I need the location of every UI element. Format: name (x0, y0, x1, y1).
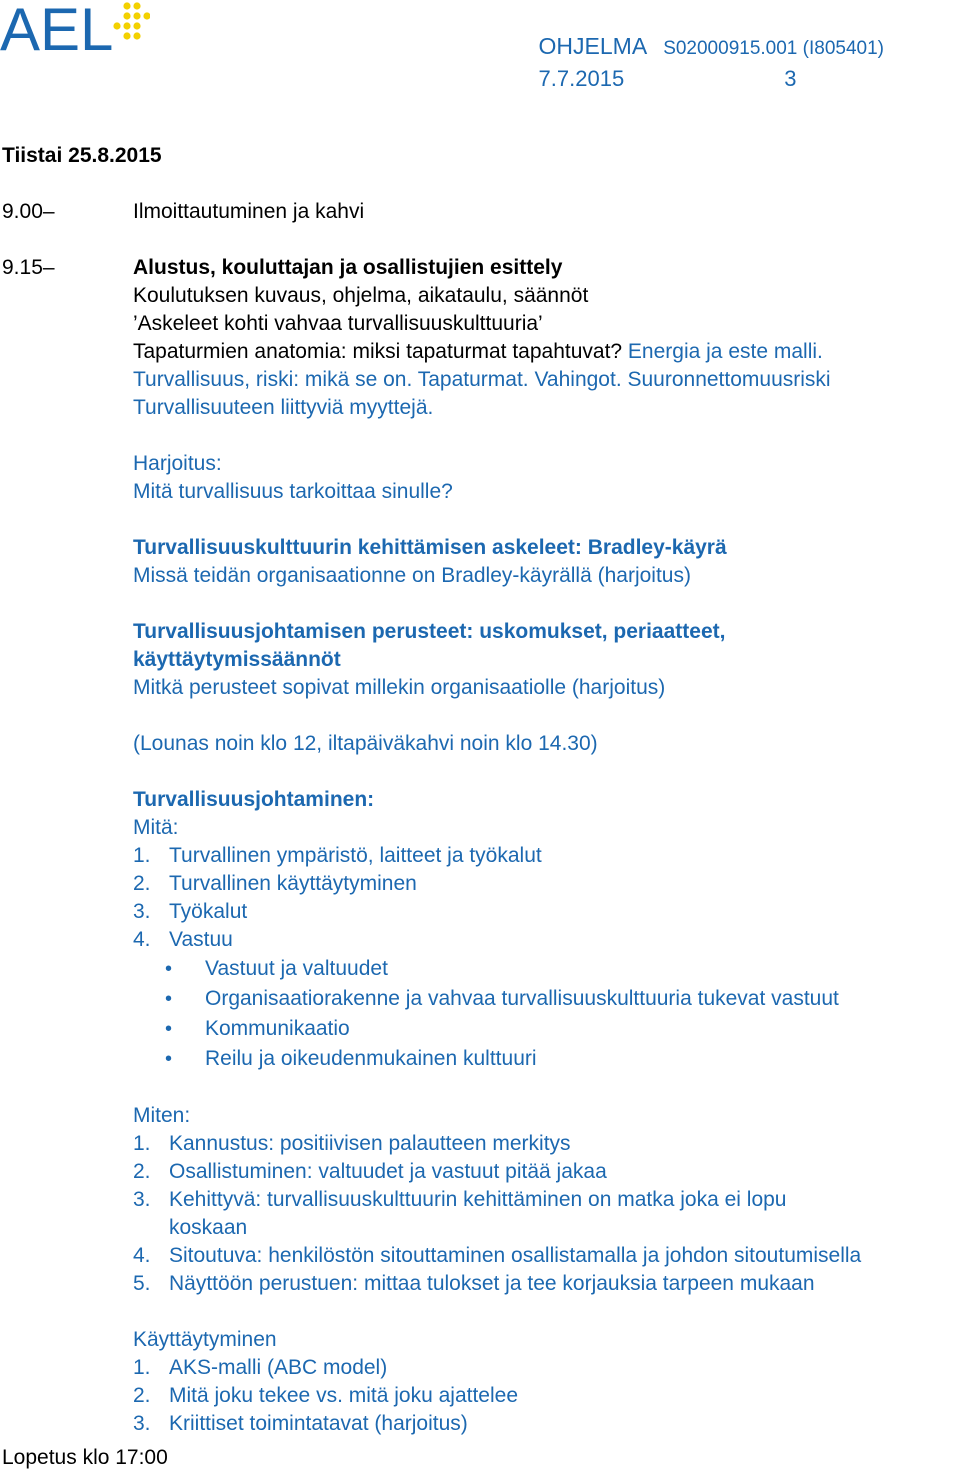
bradley-title: Turvallisuuskulttuurin kehittämisen askeleet: Bradley-käyrä (133, 536, 727, 559)
bullet-item: • Reilu ja oikeudenmukainen kulttuuri (133, 1044, 958, 1074)
text-line: Turvallisuus, riski: mikä se on. Tapaturmat. Vahingot. Suuronnettomuusriski (133, 368, 831, 391)
basis-title: Turvallisuusjohtamisen perusteet: uskomukset, periaatteet, (133, 620, 726, 643)
bullet-item: • Vastuut ja valtuudet (133, 954, 958, 984)
bullet-item: • Organisaatiorakenne ja vahvaa turvallisuuskulttuuria tukevat vastuut (133, 984, 958, 1014)
course-code: S02000915.001 (I805401) (663, 38, 884, 59)
day-date: Tiistai 25.8.2015 (2, 144, 162, 167)
list-item: 5. Näyttöön perustuen: mittaa tulokset ja tee korjauksia tarpeen mukaan (133, 1272, 815, 1295)
list-item: 1. AKS-malli (ABC model) (133, 1356, 388, 1379)
bradley-text: Missä teidän organisaationne on Bradley-käyrällä (harjoitus) (133, 564, 691, 587)
ael-logo (0, 0, 150, 56)
list-item: 4. Sitoutuva: henkilöstön sitouttaminen osallistamalla ja johdon sitoutumisella (133, 1244, 862, 1267)
time-915: 9.15– (2, 256, 55, 279)
list-item: 2. Mitä joku tekee vs. mitä joku ajattelee (133, 1384, 519, 1407)
list-item: 4. Vastuu (133, 928, 233, 951)
logo-text: AEL (0, 0, 114, 56)
end-time: Lopetus klo 17:00 (2, 1446, 168, 1469)
header-date: 7.7.2015 (538, 66, 625, 91)
lunch-note: (Lounas noin klo 12, iltapäiväkahvi noin klo 14.30) (133, 732, 598, 755)
text-line: Koulutuksen kuvaus, ohjelma, aikataulu, säännöt (133, 284, 589, 307)
list-item: 1. Turvallinen ympäristö, laitteet ja työkalut (133, 844, 542, 867)
behavior-label: Käyttäytyminen (133, 1328, 277, 1351)
how-list (133, 1130, 958, 1298)
exercise-text: Mitä turvallisuus tarkoittaa sinulle? (133, 480, 453, 503)
program-label: OHJELMA (538, 33, 648, 59)
list-item: 2. Turvallinen käyttäytyminen (133, 872, 417, 895)
session-title: Alustus, kouluttajan ja osallistujien esittely (133, 256, 563, 279)
mgmt-title: Turvallisuusjohtaminen: (133, 788, 375, 811)
text-part-blue: Energia ja este malli. (622, 340, 823, 363)
how-label: Miten: (133, 1104, 191, 1127)
text-part: Tapaturmien anatomia: miksi tapaturmat tapahtuvat? (133, 340, 623, 363)
list-item: 3. Kriittiset toimintatavat (harjoitus) (133, 1412, 468, 1435)
what-label: Mitä: (133, 816, 179, 839)
text-line: ’Askeleet kohti vahvaa turvallisuuskulttuuria’ (133, 312, 543, 335)
logo-dots-icon (113, 2, 150, 39)
list-item: 3. Työkalut (133, 900, 248, 923)
list-item: 3. Kehittyvä: turvallisuuskulttuurin kehittäminen on matka joka ei lopu koskaan (133, 1188, 787, 1239)
responsibility-bullets (133, 954, 958, 1074)
item-registration: Ilmoittautuminen ja kahvi (133, 200, 365, 223)
session-915 (133, 254, 958, 1438)
time-900: 9.00– (2, 200, 55, 223)
page-number: 3 (784, 66, 797, 91)
basis-text: Mitkä perusteet sopivat millekin organisaatiolle (harjoitus) (133, 676, 666, 699)
text-line: Turvallisuuteen liittyviä myyttejä. (133, 396, 434, 419)
basis-title-cont: käyttäytymissäännöt (133, 648, 341, 671)
behavior-list (133, 1354, 958, 1438)
list-item: 2. Osallistuminen: valtuudet ja vastuut pitää jakaa (133, 1160, 607, 1183)
what-list (133, 842, 958, 954)
list-item: 1. Kannustus: positiivisen palautteen merkitys (133, 1132, 571, 1155)
text-line (133, 338, 958, 366)
page-header (539, 31, 884, 94)
exercise-title: Harjoitus: (133, 452, 222, 475)
bullet-item: • Kommunikaatio (133, 1014, 958, 1044)
